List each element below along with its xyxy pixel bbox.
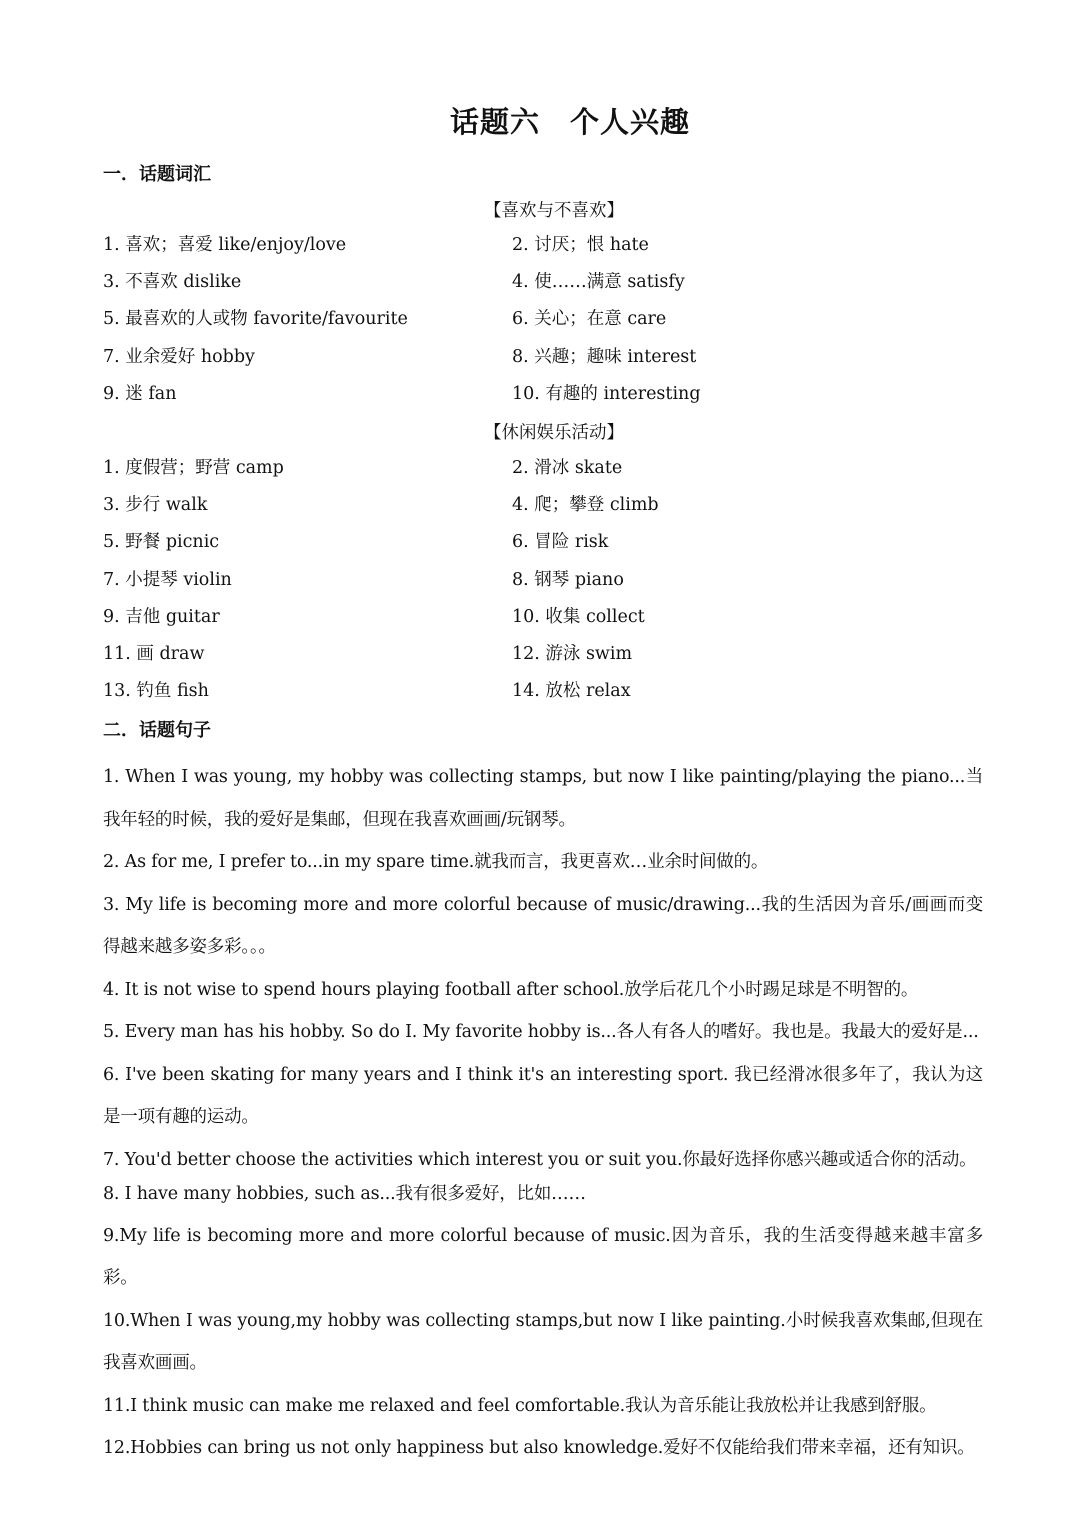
sentence-item: 12.Hobbies can bring us not only happiness but also knowledge.爱好不仅能给我们带来幸福，还有知识。	[103, 1438, 975, 1458]
vocab-item: 9. 吉他 guitar	[103, 606, 220, 627]
vocab-item: 10. 有趣的 interesting	[512, 383, 701, 404]
sentence-item: 9.My life is becoming more and more colorful because of music.因为音乐，我的生活变得越来越丰富多彩。	[103, 1225, 983, 1288]
section-heading-sentences: 二．话题句子	[103, 720, 211, 741]
group-heading-leisure: 【休闲娱乐活动】	[484, 423, 624, 443]
group-heading-likes: 【喜欢与不喜欢】	[484, 201, 624, 221]
vocab-item: 10. 收集 collect	[512, 606, 645, 627]
sentence-item: 6. I've been skating for many years and I think it's an interesting sport. 我已经滑冰很多年了，我认为这是一项有趣的运动。	[103, 1064, 983, 1127]
vocab-item: 3. 不喜欢 dislike	[103, 272, 242, 293]
vocab-item: 13. 钓鱼 fish	[103, 681, 209, 702]
vocab-item: 6. 关心；在意 care	[512, 309, 667, 330]
vocab-item: 2. 滑冰 skate	[512, 458, 623, 478]
vocab-item: 7. 业余爱好 hobby	[103, 346, 255, 367]
vocab-item: 11. 画 draw	[103, 643, 205, 664]
vocab-item: 5. 最喜欢的人或物 favorite/favourite	[103, 309, 408, 330]
sentence-item: 8. I have many hobbies, such as...我有很多爱好，比如……	[103, 1183, 586, 1204]
section-heading-vocabulary: 一．话题词汇	[103, 164, 211, 185]
vocab-item: 14. 放松 relax	[512, 681, 631, 702]
sentence-item: 3. My life is becoming more and more colorful because of music/drawing...我的生活因为音乐/画画而变得越来越多姿多彩。。。	[103, 894, 983, 957]
sentence-item: 2. As for me, I prefer to...in my spare time.就我而言，我更喜欢…业余时间做的。	[103, 852, 769, 872]
vocab-item: 4. 使……满意 satisfy	[512, 272, 685, 293]
vocab-item: 3. 步行 walk	[103, 495, 208, 516]
vocab-item: 2. 讨厌；恨 hate	[512, 235, 649, 255]
vocab-item: 8. 钢琴 piano	[512, 569, 624, 590]
vocab-item: 7. 小提琴 violin	[103, 569, 232, 590]
vocab-item: 1. 喜欢；喜爱 like/enjoy/love	[103, 235, 347, 255]
vocab-item: 8. 兴趣；趣味 interest	[512, 346, 697, 367]
page-title: 话题六 个人兴趣	[449, 105, 690, 139]
sentence-list	[103, 756, 983, 1470]
vocab-item: 5. 野餐 picnic	[103, 532, 220, 553]
vocab-item: 12. 游泳 swim	[512, 643, 633, 664]
sentence-item: 11.I think music can make me relaxed and feel comfortable.我认为音乐能让我放松并让我感到舒服。	[103, 1395, 937, 1416]
sentence-item: 10.When I was young,my hobby was collecting stamps,but now I like painting.小时候我喜欢集邮,但现在我喜欢画画。	[103, 1310, 983, 1373]
vocab-item: 6. 冒险 risk	[512, 532, 609, 553]
vocab-list-likes	[103, 227, 703, 413]
sentence-item: 1. When I was young, my hobby was collecting stamps, but now I like painting/playing the piano...当我年轻的时候，我的爱好是集邮，但现在我喜欢画画/玩钢琴。	[103, 767, 983, 830]
sentence-item: 5. Every man has his hobby. So do I. My favorite hobby is...各人有各人的嗜好。我也是。我最大的爱好是...	[103, 1022, 979, 1042]
vocab-item: 4. 爬；攀登 climb	[512, 495, 659, 516]
sentence-item: 4. It is not wise to spend hours playing football after school.放学后花几个小时踢足球是不明智的。	[103, 979, 919, 1000]
vocab-list-leisure	[103, 450, 703, 710]
vocab-item: 9. 迷 fan	[103, 383, 177, 404]
vocab-item: 1. 度假营；野营 camp	[103, 458, 284, 478]
sentence-item: 7. You'd better choose the activities which interest you or suit you.你最好选择你感兴趣或适合你的活动。	[103, 1149, 977, 1170]
